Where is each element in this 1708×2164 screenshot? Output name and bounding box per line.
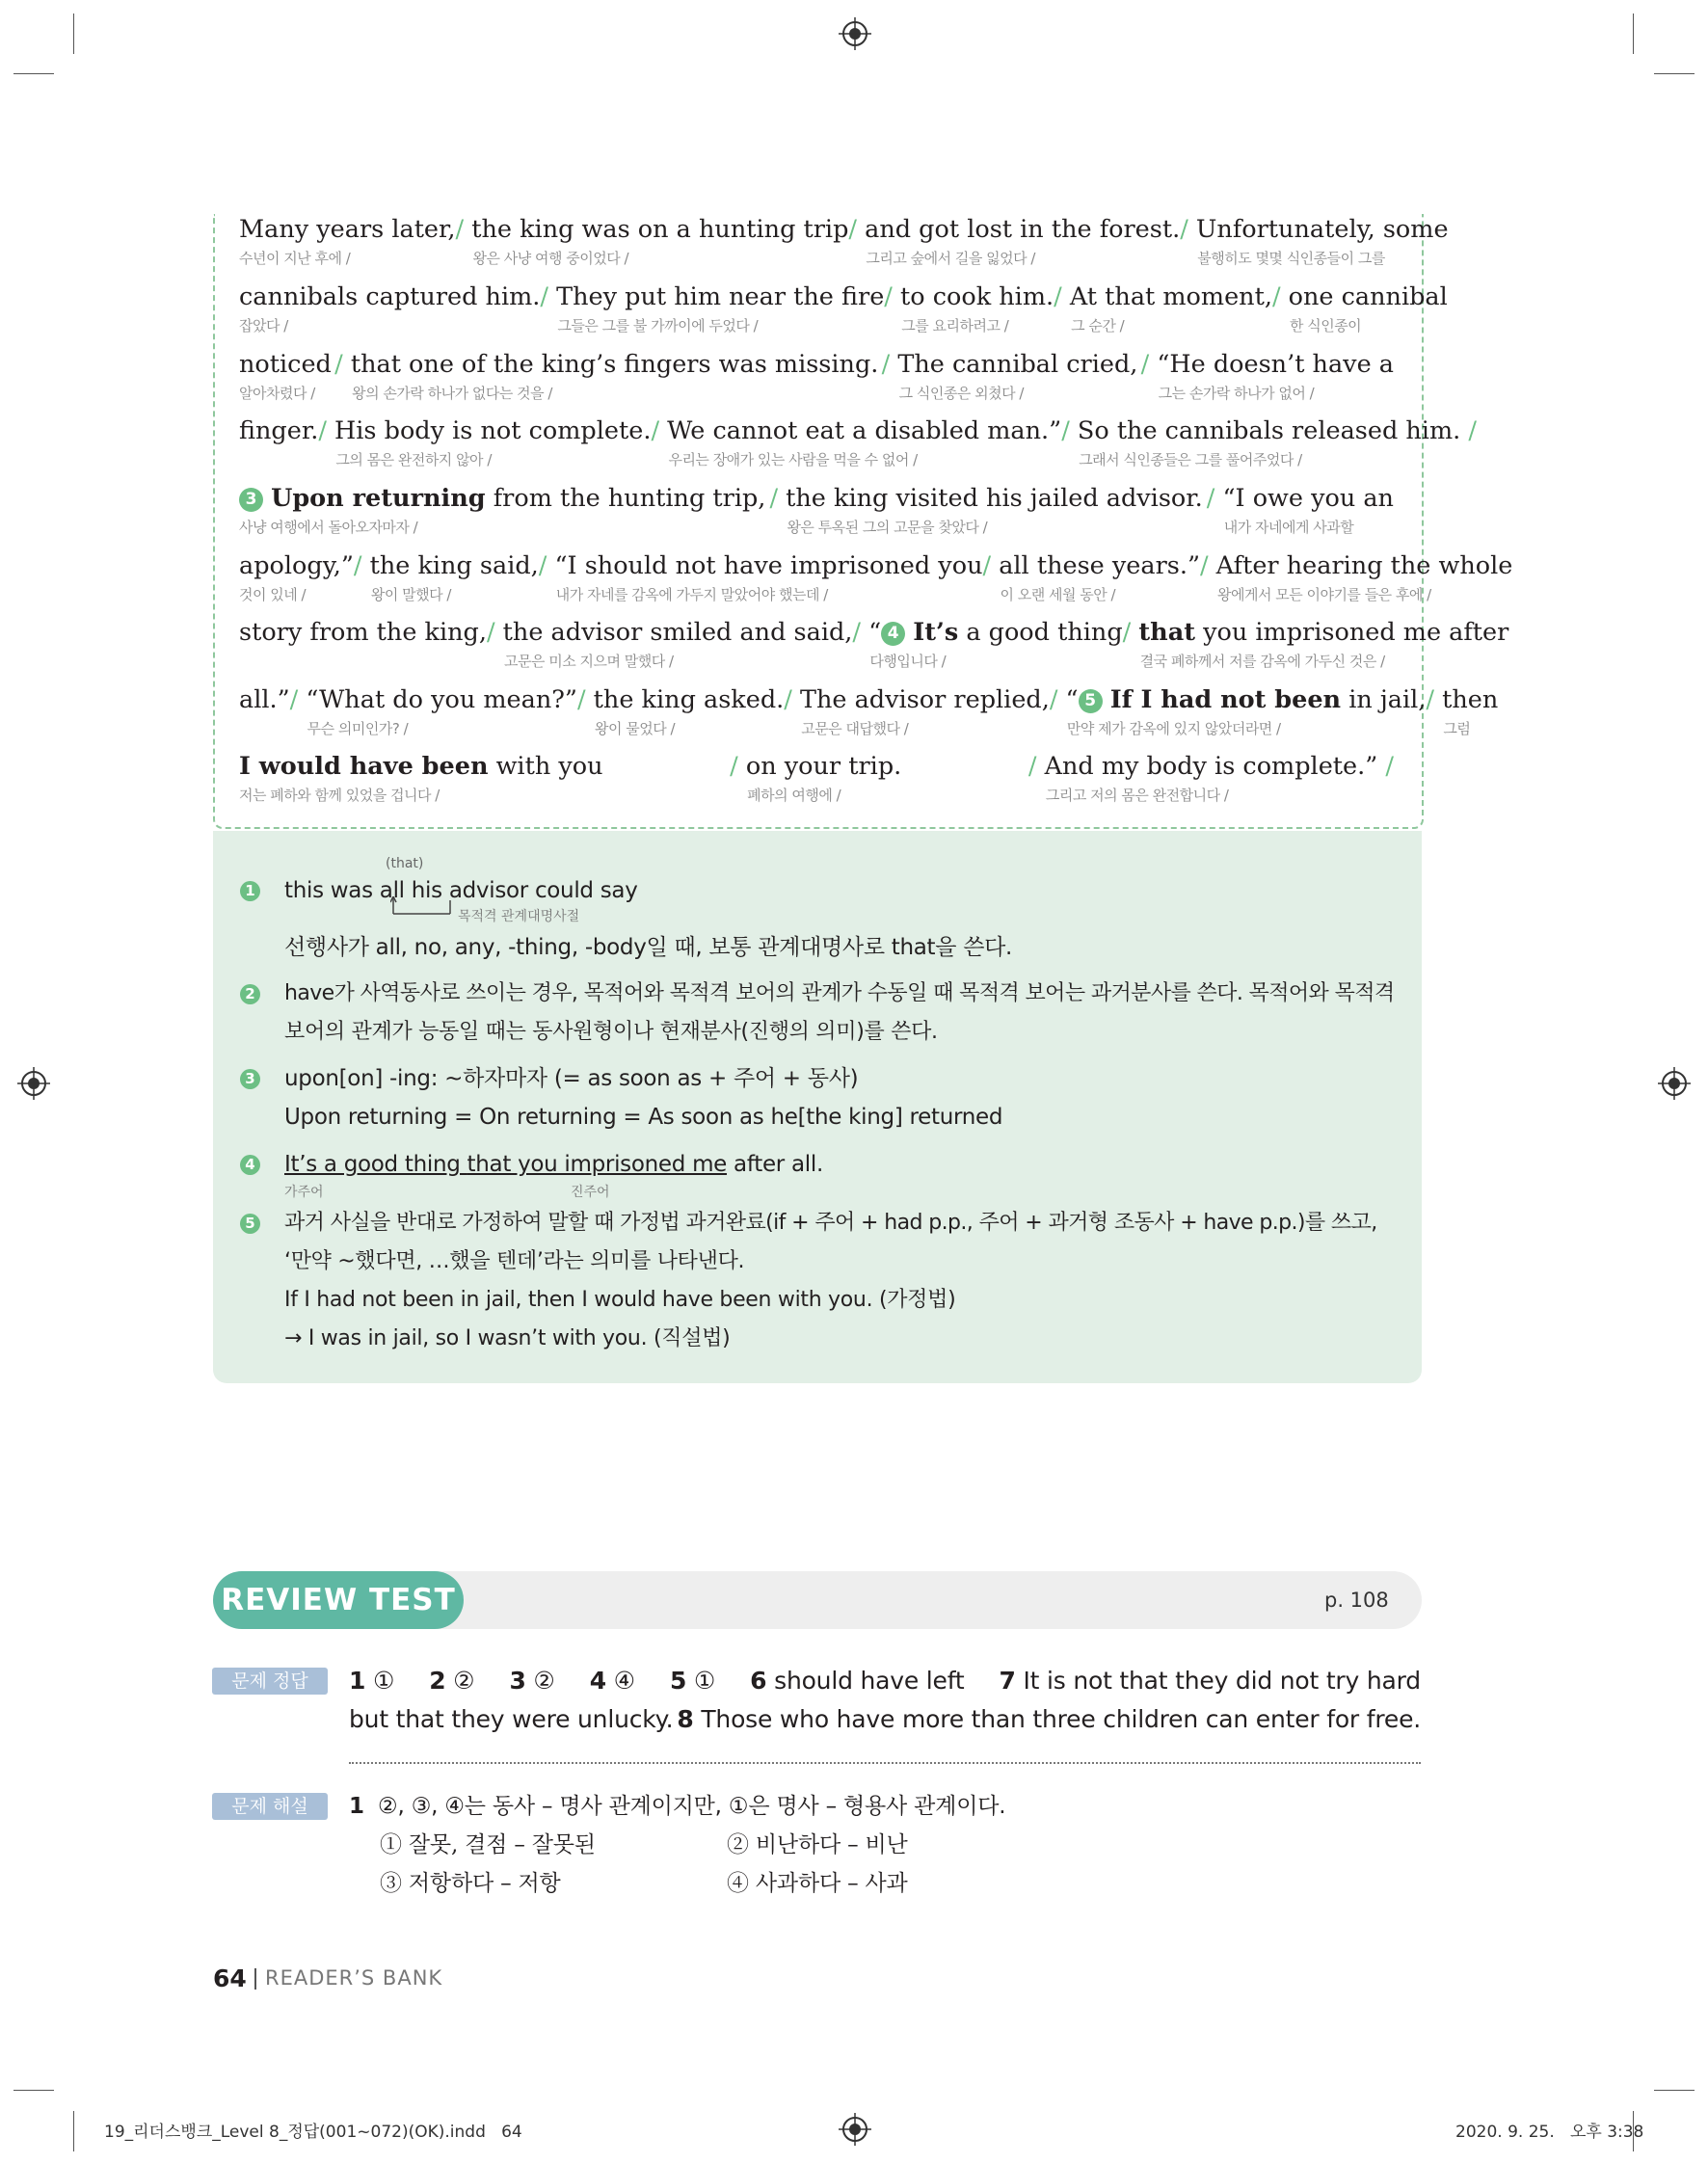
real-subject-label: 진주어: [571, 1185, 610, 1200]
crop-mark: [1654, 73, 1695, 74]
korean-gloss: 사냥 여행에서 돌아오자마자 /: [239, 519, 418, 536]
korean-gloss: 불행히도 몇몇 식인종들이 그를: [1197, 250, 1385, 267]
relative-clause-label: 목적격 관계대명사절: [458, 909, 580, 924]
passage-phrase: / and got lost in the forest. 그리고 숲에서 길을 잃었다 /: [848, 214, 1180, 245]
passage-phrase: I would have been with you 저는 폐하와 함께 있었을 겁니다 /: [239, 751, 603, 782]
passage-phrase: / The advisor replied, 고문은 대답했다 /: [784, 684, 1050, 715]
passage-phrase: / The cannibal cried, 그 식인종은 외쳤다 /: [882, 349, 1138, 380]
korean-gloss: 그들은 그를 불 가까이에 두었다 /: [557, 317, 759, 334]
note-number-badge: 5: [240, 1214, 260, 1234]
passage-phrase: / “What do you mean?” 무슨 의미인가? /: [290, 684, 577, 715]
footer-divider: [254, 1968, 256, 1990]
passage-phrase: / on your trip. 폐하의 여행에 /: [730, 751, 901, 782]
passage-phrase: / “ 5 If I had not been in jail, 만약 제가 감옥에 있지 않았더라면 /: [1050, 684, 1427, 715]
answer-item: [509, 1662, 554, 1700]
passage-phrase: / And my body is complete.” / 그리고 저의 몸은 완전합니다 /: [1028, 751, 1394, 782]
grammar-point-badge: 3: [239, 488, 263, 512]
korean-gloss: 한 식인종이: [1289, 317, 1362, 334]
passage-line: [239, 281, 1448, 334]
passage-phrase: / “I should not have imprisoned you 내가 자네를 감옥에 가두지 말았어야 했는데 /: [539, 550, 983, 581]
passage-phrase: / “I owe you an 내가 자네에게 사과할: [1207, 483, 1394, 514]
korean-gloss: 것이 있네 /: [239, 586, 307, 603]
korean-gloss: 그래서 식인종들은 그를 풀어주었다 /: [1079, 451, 1302, 468]
page-number: 64: [213, 1964, 247, 1992]
note-number-badge: 4: [240, 1155, 260, 1175]
answer-text: ①: [365, 1667, 395, 1695]
section-divider: [349, 1762, 1421, 1764]
print-date: 2020. 9. 25. 오후 3:38: [1455, 2123, 1644, 2142]
grammar-point-badge: 5: [1079, 689, 1103, 713]
korean-gloss: 잡았다 /: [239, 317, 288, 334]
passage-phrase: / to cook him. 그를 요리하려고 /: [884, 281, 1054, 312]
passage-line: [239, 415, 1477, 468]
crop-mark: [73, 2111, 74, 2151]
answer-7-continued: but that they were unlucky.: [349, 1705, 674, 1733]
note-5-line2: ‘만약 ~했다면, …했을 텐데’라는 의미를 나타낸다.: [284, 1249, 745, 1273]
crop-mark: [73, 13, 74, 54]
answer-list-line2: [349, 1700, 1421, 1739]
note-3-line2: Upon returning = On returning = As soon as he[the king] returned: [284, 1105, 1003, 1130]
korean-gloss: 왕은 투옥된 그의 고문을 찾았다 /: [787, 519, 988, 536]
passage-phrase: / So the cannibals released him. / 그래서 식인종들은 그를 풀어주었다 /: [1061, 415, 1477, 446]
passage-phrase: finger.: [239, 416, 319, 445]
korean-gloss: 그리고 저의 몸은 완전합니다 /: [1045, 787, 1229, 804]
korean-gloss: 왕에게서 모든 이야기를 들은 후에 /: [1216, 586, 1431, 603]
answer-item: [750, 1662, 964, 1700]
answer-text: should have left: [766, 1667, 965, 1695]
korean-gloss: 내가 자네를 감옥에 가두지 말았어야 했는데 /: [555, 586, 828, 603]
korean-gloss: 그 순간 /: [1071, 317, 1125, 334]
passage-phrase: / the king was on a hunting trip 왕은 사냥 여행 중이었다 /: [456, 214, 849, 245]
registration-mark-icon: [839, 2113, 871, 2146]
passage-phrase: / the king visited his jailed advisor. 왕은 투옥된 그의 고문을 찾았다 /: [769, 483, 1202, 514]
note-4-sentence: [284, 1149, 823, 1180]
note-2-line2: 보어의 관계가 능동일 때는 동사원형이나 현재분사(진행의 의미)를 쓴다.: [284, 1020, 938, 1044]
korean-gloss: 그는 손가락 하나가 없어 /: [1158, 385, 1315, 402]
passage-phrase: / that you imprisoned me after 결국 폐하께서 저를 감옥에 가두신 것은 /: [1123, 617, 1509, 648]
option-1: ① 잘못, 결점 – 잘못된: [380, 1832, 596, 1857]
passage-phrase: / then 그럼: [1426, 684, 1498, 715]
answer-text: ②: [525, 1667, 555, 1695]
option-3: ③ 저항하다 – 저항: [380, 1871, 561, 1896]
korean-gloss: 왕이 말했다 /: [370, 586, 451, 603]
answer-list: [349, 1662, 1421, 1700]
answer-number: 1: [349, 1667, 366, 1695]
registration-mark-icon: [839, 17, 871, 50]
note-number-badge: 3: [240, 1069, 260, 1089]
note-1-explain: 선행사가 all, no, any, -thing, -body일 때, 보통 관계대명사로 that을 쓴다.: [284, 935, 1013, 960]
option-4: ④ 사과하다 – 사과: [727, 1871, 908, 1896]
answer-text: ①: [686, 1667, 716, 1695]
answer-number: 6: [750, 1667, 767, 1695]
passage-phrase: all.”: [239, 685, 290, 714]
crop-mark: [1654, 2090, 1695, 2091]
registration-mark-icon: [17, 1067, 50, 1100]
korean-gloss: 폐하의 여행에 /: [747, 787, 841, 804]
grammar-point-badge: 4: [881, 622, 905, 646]
korean-gloss: 저는 폐하와 함께 있었을 겁니다 /: [239, 787, 440, 804]
korean-gloss: 왕의 손가락 하나가 없다는 것을 /: [352, 385, 552, 402]
korean-gloss: 알아차렸다 /: [239, 385, 315, 402]
korean-gloss: 왕은 사냥 여행 중이었다 /: [472, 250, 629, 267]
korean-gloss: 수년이 지난 후에 /: [239, 250, 351, 267]
passage-line: [239, 684, 1499, 737]
that-label: (that): [386, 856, 424, 871]
answer-item: [670, 1662, 715, 1700]
dummy-subject-label: 가주어: [284, 1185, 324, 1200]
passage-line: [239, 550, 1513, 603]
answer-label: 문제 정답: [212, 1668, 328, 1695]
crop-mark: [1633, 13, 1634, 54]
passage-phrase: apology,” 것이 있네 /: [239, 550, 354, 581]
korean-gloss: 고문은 대답했다 /: [801, 720, 909, 737]
option-2: ② 비난하다 – 비난: [727, 1832, 908, 1857]
answer-number: 5: [669, 1667, 687, 1695]
review-page-ref: p. 108: [1324, 1589, 1389, 1612]
explanation-label: 문제 해설: [212, 1793, 328, 1820]
passage-phrase: / They put him near the fire 그들은 그를 불 가까이에 두었다 /: [540, 281, 884, 312]
answer-text: ④: [605, 1667, 635, 1695]
answer-item: [1000, 1662, 1421, 1700]
korean-gloss: 내가 자네에게 사과할: [1223, 519, 1354, 536]
korean-gloss: 다행입니다 /: [869, 653, 947, 670]
passage-phrase: story from the king,: [239, 618, 487, 647]
answer-number: 8: [677, 1705, 694, 1733]
korean-gloss: 무슨 의미인가? /: [307, 720, 409, 737]
explanation-number: 1: [349, 1794, 364, 1819]
passage-phrase: / the king asked. 왕이 물었다 /: [577, 684, 784, 715]
passage-phrase: / all these years.” 이 오랜 세월 동안 /: [983, 550, 1200, 581]
crop-mark: [13, 2090, 54, 2091]
note-3-line1: upon[on] -ing: ~하자마자 (= as soon as + 주어 + 동사): [284, 1066, 859, 1091]
korean-gloss: 고문은 미소 지으며 말했다 /: [503, 653, 674, 670]
passage-line: [239, 349, 1394, 402]
korean-gloss: 우리는 장애가 있는 사람을 먹을 수 없어 /: [668, 451, 918, 468]
passage-phrase: / His body is not complete. 그의 몸은 완전하지 않아 /: [318, 415, 651, 446]
passage-phrase: Many years later, 수년이 지난 후에 /: [239, 214, 456, 245]
korean-gloss: 왕이 물었다 /: [594, 720, 676, 737]
book-title: READER’S BANK: [265, 1966, 443, 1990]
note-5-line1: 과거 사실을 반대로 가정하여 말할 때 가정법 과거완료(if + 주어 + had p.p., 주어 + 과거형 조동사 + have p.p.)를 쓰고,: [284, 1211, 1377, 1235]
relative-clause-bracket: [390, 896, 467, 920]
note-2-line1: have가 사역동사로 쓰이는 경우, 목적어와 목적격 보어의 관계가 수동일 때 목적격 보어는 과거분사를 쓴다. 목적어와 목적격: [284, 981, 1395, 1005]
answer-8: [677, 1700, 1421, 1739]
passage-phrase: cannibals captured him. 잡았다 /: [239, 281, 540, 312]
note-number-badge: 2: [240, 984, 260, 1004]
korean-gloss: 그의 몸은 완전하지 않아 /: [335, 451, 492, 468]
korean-gloss: 만약 제가 감옥에 있지 않았더라면 /: [1066, 720, 1281, 737]
korean-gloss: 그리고 숲에서 길을 잃었다 /: [866, 250, 1035, 267]
answer-number: 7: [999, 1667, 1016, 1695]
korean-gloss: 결국 폐하께서 저를 감옥에 가두신 것은 /: [1139, 653, 1385, 670]
registration-mark-icon: [1658, 1067, 1691, 1100]
passage-line: [239, 483, 1394, 536]
answer-number: 3: [509, 1667, 526, 1695]
answer-number: 2: [429, 1667, 446, 1695]
answer-number: 4: [589, 1667, 606, 1695]
sentence-tail: after all.: [727, 1152, 823, 1177]
note-5-line3: If I had not been in jail, then I would have been with you. (가정법): [284, 1288, 956, 1312]
answer-item: [590, 1662, 635, 1700]
passage-phrase: / one cannibal 한 식인종이: [1272, 281, 1448, 312]
explanation-text: ②, ③, ④는 동사 – 명사 관계이지만, ①은 명사 – 형용사 관계이다.: [378, 1794, 1006, 1819]
passage-phrase: / After hearing the whole 왕에게서 모든 이야기를 들은 후에 /: [1200, 550, 1512, 581]
passage-phrase: / We cannot eat a disabled man.” 우리는 장애가 있는 사람을 먹을 수 없어 /: [651, 415, 1061, 446]
note-5-line4: → I was in jail, so I wasn’t with you. (직설법): [284, 1326, 731, 1350]
passage-line: [239, 214, 1449, 267]
file-name: 19_리더스뱅크_Level 8_정답(001~072)(OK).indd 64: [104, 2123, 522, 2142]
answer-item: [349, 1662, 394, 1700]
korean-gloss: 이 오랜 세월 동안 /: [1000, 586, 1116, 603]
dummy-subject: It’s a good thing: [284, 1152, 467, 1177]
passage-phrase: / At that moment, 그 순간 /: [1054, 281, 1272, 312]
passage-phrase: / that one of the king’s fingers was missing. 왕의 손가락 하나가 없다는 것을 /: [334, 349, 878, 380]
answer-text: Those who have more than three children can enter for free.: [701, 1705, 1421, 1733]
passage-phrase: / the advisor smiled and said, 고문은 미소 지으며 말했다 /: [487, 617, 852, 648]
explanation-line: [349, 1787, 1005, 1826]
review-test-title: REVIEW TEST: [213, 1571, 464, 1629]
answer-text: It is not that they did not try hard: [1015, 1667, 1421, 1695]
passage-phrase: / Unfortunately, some 불행히도 몇몇 식인종들이 그를: [1180, 214, 1448, 245]
note-1-example: this was all his advisor could say: [284, 878, 638, 903]
korean-gloss: 그 식인종은 외쳤다 /: [898, 385, 1024, 402]
passage-phrase: / “ 4 It’s a good thing 다행입니다 /: [852, 617, 1122, 648]
passage-line: [239, 751, 1394, 804]
korean-gloss: 그를 요리하려고 /: [901, 317, 1009, 334]
answer-item: [429, 1662, 474, 1700]
passage-line: [239, 617, 1509, 670]
answer-text: ②: [445, 1667, 475, 1695]
passage-phrase: noticed 알아차렸다 /: [239, 349, 332, 380]
note-number-badge: 1: [240, 881, 260, 901]
passage-phrase: / “He doesn’t have a 그는 손가락 하나가 없어 /: [1141, 349, 1394, 380]
real-subject: that you imprisoned me: [467, 1152, 728, 1177]
crop-mark: [13, 73, 54, 74]
korean-gloss: 그럼: [1443, 720, 1471, 737]
passage-phrase: 3 Upon returning from the hunting trip, 사냥 여행에서 돌아오자마자 /: [239, 483, 765, 514]
passage-phrase: / the king said, 왕이 말했다 /: [354, 550, 539, 581]
